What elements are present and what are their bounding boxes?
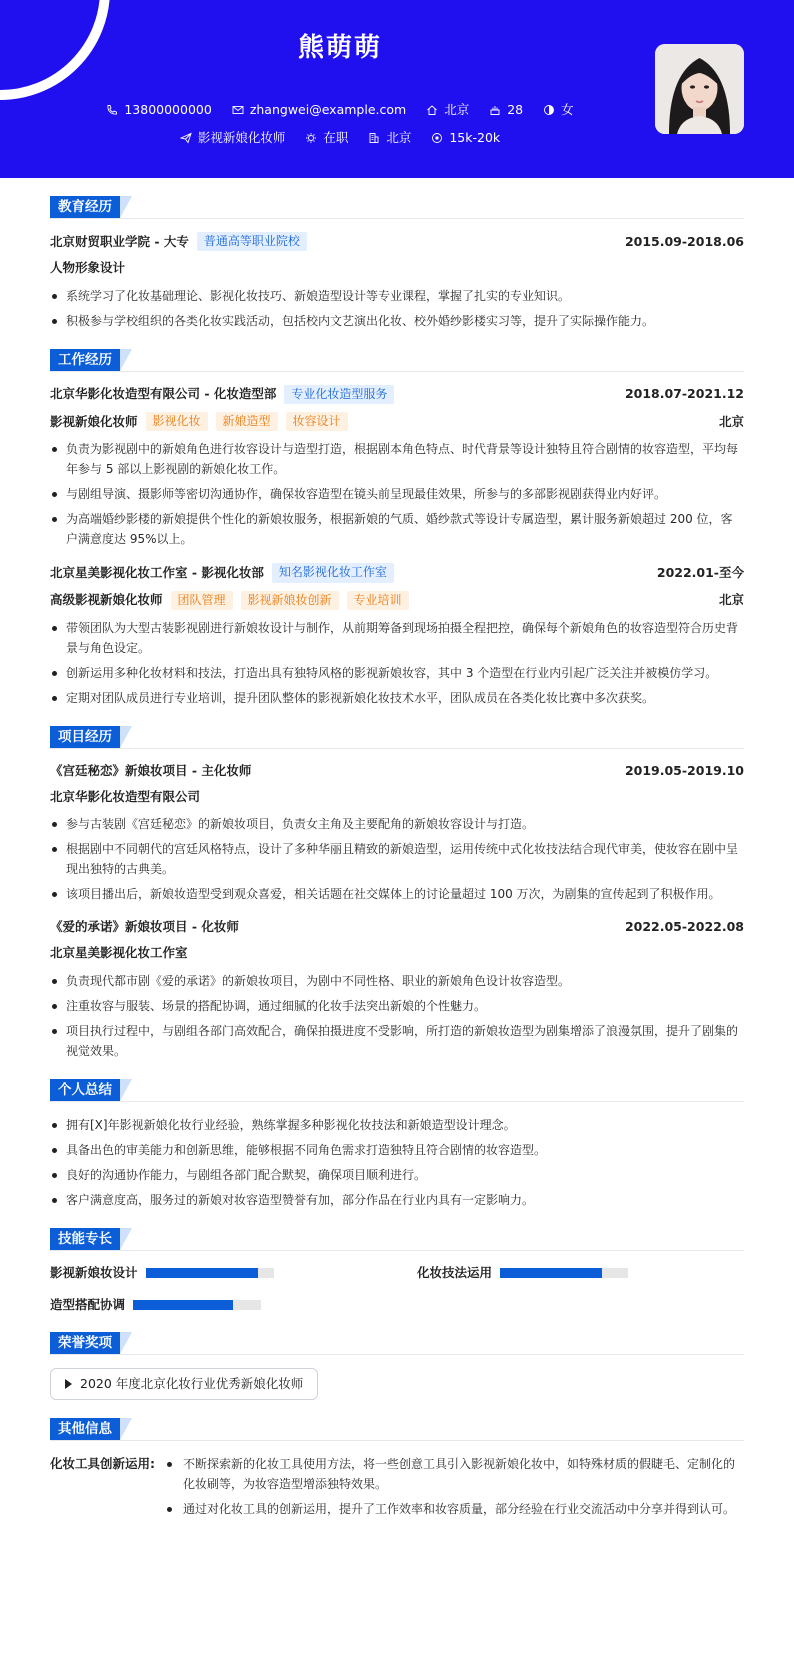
skill-tag: 妆容设计	[286, 412, 348, 431]
divider	[50, 1354, 744, 1355]
list-item: 为高端婚纱影楼的新娘提供个性化的新娘妆服务，根据新娘的气质、婚纱款式等设计专属造型，累计服务新娘超过 200 位，客户满意度达 95%以上。	[50, 509, 744, 549]
job-intent-row	[0, 129, 680, 147]
list-item: 客户满意度高，服务过的新娘对妆容造型赞誉有加，部分作品在行业内具有一定影响力。	[50, 1190, 744, 1210]
resume-header	[0, 0, 794, 178]
bullet-list	[50, 971, 744, 1061]
list-item: 项目执行过程中，与剧组各部门高效配合，确保拍摄进度不受影响，所打造的新娘妆造型为剧集增添了浪漫氛围，提升了剧集的视觉效果。	[50, 1021, 744, 1061]
project-org-row	[50, 788, 744, 806]
list-item: 定期对团队成员进行专业培训，提升团队整体的影视新娘化妆技术水平，团队成员在各类化妆比赛中多次获奖。	[50, 688, 744, 708]
divider	[50, 371, 744, 372]
section-title-label: 个人总结	[50, 1079, 120, 1101]
list-item: 创新运用多种化妆材料和技法，打造出具有独特风格的影视新娘妆容，其中 3 个造型在行业内引起广泛关注并被模仿学习。	[50, 663, 744, 683]
skill-bar	[500, 1268, 628, 1278]
age-info	[489, 101, 523, 119]
gender-text: 女	[561, 102, 574, 117]
list-item: 负责为影视剧中的新娘角色进行妆容设计与造型打造，根据剧本角色特点、时代背景等设计独特且符合剧情的妆容造型，平均每年参与 5 部以上影视剧的新娘化妆工作。	[50, 439, 744, 479]
triangle-icon	[65, 1379, 72, 1389]
skill-bar-fill	[500, 1268, 602, 1278]
divider	[50, 218, 744, 219]
project-entry	[50, 918, 744, 1060]
gender-info	[543, 101, 574, 119]
list-item: 根据剧中不同朝代的宫廷风格特点，设计了多种华丽且精致的新娘造型，运用传统中式化妆技法结合现代审美，使妆容在剧中呈现出独特的古典美。	[50, 839, 744, 879]
skill-bar-fill	[146, 1268, 259, 1278]
role-row	[50, 412, 744, 431]
work-city-text: 北京	[386, 130, 412, 145]
skill-bar	[133, 1300, 261, 1310]
skill-item	[50, 1264, 377, 1282]
section-education-title	[50, 196, 744, 218]
home-icon	[426, 104, 438, 116]
entry-period: 2022.05-2022.08	[624, 919, 744, 935]
section-title-label: 荣誉奖项	[50, 1332, 120, 1354]
skill-bar	[146, 1268, 274, 1278]
mail-icon	[232, 104, 244, 116]
status-icon	[305, 132, 317, 144]
work-city-info	[368, 129, 411, 147]
school-badge: 普通高等职业院校	[197, 232, 307, 251]
position-info	[180, 129, 286, 147]
skill-bar-fill	[133, 1300, 233, 1310]
avatar	[655, 44, 744, 134]
candidate-name: 熊萌萌	[297, 33, 382, 63]
entry-period: 2015.09-2018.06	[624, 233, 744, 249]
honor-text: 2020 年度北京化妆行业优秀新娘化妆师	[80, 1375, 304, 1391]
role-row	[50, 591, 744, 610]
entry-period: 2018.07-2021.12	[624, 386, 744, 402]
status-text: 在职	[323, 130, 349, 145]
school-name: 北京财贸职业学院 - 大专	[50, 233, 189, 249]
bullet-list	[50, 439, 744, 549]
section-honors-title	[50, 1332, 744, 1354]
project-org-row	[50, 944, 744, 962]
divider	[50, 748, 744, 749]
list-item: 具备出色的审美能力和创新思维，能够根据不同角色需求打造独特且符合剧情的妆容造型。	[50, 1140, 744, 1160]
list-item: 注重妆容与服装、场景的搭配协调，通过细腻的化妆手法突出新娘的个性魅力。	[50, 996, 744, 1016]
role-name: 影视新娘化妆师	[50, 413, 138, 429]
entry-period: 2022.01-至今	[656, 564, 744, 580]
education-entry	[50, 232, 744, 331]
company-badge: 专业化妆造型服务	[284, 385, 394, 404]
phone-info	[106, 101, 211, 119]
work-entry	[50, 385, 744, 550]
phone-text: 13800000000	[124, 102, 212, 117]
skill-item	[50, 1296, 377, 1314]
phone-icon	[106, 104, 118, 116]
city-info	[426, 101, 469, 119]
section-summary-title	[50, 1079, 744, 1101]
section-title-label: 技能专长	[50, 1228, 120, 1250]
entry-header	[50, 385, 744, 404]
bullet-list	[50, 286, 744, 331]
skill-tag: 专业培训	[347, 591, 409, 610]
list-item: 与剧组导演、摄影师等密切沟通协作，确保妆容造型在镜头前呈现最佳效果，所参与的多部影视剧获得业内好评。	[50, 484, 744, 504]
skill-tag: 团队管理	[171, 591, 233, 610]
list-item: 良好的沟通协作能力，与剧组各部门配合默契，确保项目顺利进行。	[50, 1165, 744, 1185]
skill-item	[417, 1264, 744, 1282]
entry-header	[50, 918, 744, 936]
divider	[50, 1440, 744, 1441]
skill-name: 影视新娘妆设计	[50, 1264, 138, 1280]
divider	[50, 1250, 744, 1251]
project-entry	[50, 762, 744, 904]
skill-tag: 影视新娘妆创新	[241, 591, 339, 610]
list-item: 负责现代都市剧《爱的承诺》的新娘妆项目，为剧中不同性格、职业的新娘角色设计妆容造型。	[50, 971, 744, 991]
bullet-list	[50, 618, 744, 708]
section-work-title	[50, 349, 744, 371]
company-name: 北京星美影视化妆工作室 - 影视化妆部	[50, 564, 264, 580]
section-other-title	[50, 1418, 744, 1440]
entry-header	[50, 232, 744, 251]
send-icon	[180, 132, 192, 144]
major-name: 人物形象设计	[50, 260, 126, 276]
email-text: zhangwei@example.com	[249, 102, 407, 117]
skill-tag: 影视化妆	[146, 412, 208, 431]
skill-name: 造型搭配协调	[50, 1296, 126, 1312]
salary-info	[431, 129, 500, 147]
salary-text: 15k-20k	[449, 130, 501, 145]
portrait-icon	[655, 44, 744, 134]
section-projects-title	[50, 726, 744, 748]
other-info-label: 化妆工具创新运用:	[50, 1455, 155, 1471]
contact-row	[0, 101, 680, 119]
status-info	[305, 129, 348, 147]
bullet-list	[50, 814, 744, 904]
list-item: 该项目播出后，新娘妆造型受到观众喜爱，相关话题在社交媒体上的讨论量超过 100 万次，为剧集的宣传起到了积极作用。	[50, 884, 744, 904]
section-skills-title	[50, 1228, 744, 1250]
role-name: 高级影视新娘化妆师	[50, 592, 163, 608]
list-item: 积极参与学校组织的各类化妆实践活动，包括校内文艺演出化妆、校外婚纱影楼实习等，提升了实际操作能力。	[50, 311, 744, 331]
major-row	[50, 259, 744, 277]
work-location: 北京	[718, 592, 744, 608]
skill-name: 化妆技法运用	[417, 1264, 493, 1280]
work-entry	[50, 563, 744, 708]
entry-header	[50, 563, 744, 582]
divider	[50, 1101, 744, 1102]
work-location: 北京	[718, 413, 744, 429]
email-info	[232, 101, 406, 119]
project-org: 北京华影化妆造型有限公司	[50, 789, 201, 805]
project-name: 《宫廷秘恋》新娘妆项目 - 主化妆师	[50, 763, 252, 779]
age-icon	[489, 104, 501, 116]
section-title-label: 项目经历	[50, 726, 120, 748]
section-title-label: 工作经历	[50, 349, 120, 371]
summary-list	[50, 1115, 744, 1210]
resume-content	[50, 178, 744, 1524]
list-item: 带领团队为大型古装影视剧进行新娘妆设计与制作，从前期筹备到现场拍摄全程把控，确保每个新娘角色的妆容造型符合历史背景与角色设定。	[50, 618, 744, 658]
bullet-list	[163, 1454, 744, 1524]
project-org: 北京星美影视化妆工作室	[50, 945, 188, 961]
age-text: 28	[507, 102, 524, 117]
list-item: 不断探索新的化妆工具使用方法，将一些创意工具引入影视新娘化妆中，如特殊材质的假睫毛、定制化的化妆刷等，为妆容造型增添独特效果。	[163, 1454, 744, 1494]
section-title-label: 其他信息	[50, 1418, 120, 1440]
list-item: 系统学习了化妆基础理论、影视化妆技巧、新娘造型设计等专业课程，掌握了扎实的专业知识。	[50, 286, 744, 306]
city-text: 北京	[444, 102, 470, 117]
list-item: 拥有[X]年影视新娘化妆行业经验，熟练掌握多种影视化妆技法和新娘造型设计理念。	[50, 1115, 744, 1135]
gender-icon	[543, 104, 555, 116]
salary-icon	[431, 132, 443, 144]
entry-period: 2019.05-2019.10	[624, 763, 744, 779]
other-info-row	[50, 1454, 744, 1524]
list-item: 通过对化妆工具的创新运用，提升了工作效率和妆容质量，部分经验在行业交流活动中分享并得到认可。	[163, 1499, 744, 1519]
section-title-label: 教育经历	[50, 196, 120, 218]
honor-item	[50, 1368, 318, 1400]
skill-tag: 新娘造型	[216, 412, 278, 431]
company-badge: 知名影视化妆工作室	[272, 563, 394, 582]
entry-header	[50, 762, 744, 780]
position-text: 影视新娘化妆师	[197, 130, 286, 145]
company-name: 北京华影化妆造型有限公司 - 化妆造型部	[50, 386, 277, 402]
list-item: 参与古装剧《宫廷秘恋》的新娘妆项目，负责女主角及主要配角的新娘妆容设计与打造。	[50, 814, 744, 834]
project-name: 《爱的承诺》新娘妆项目 - 化妆师	[50, 919, 239, 935]
skills-grid	[50, 1264, 744, 1314]
building-icon	[368, 132, 380, 144]
